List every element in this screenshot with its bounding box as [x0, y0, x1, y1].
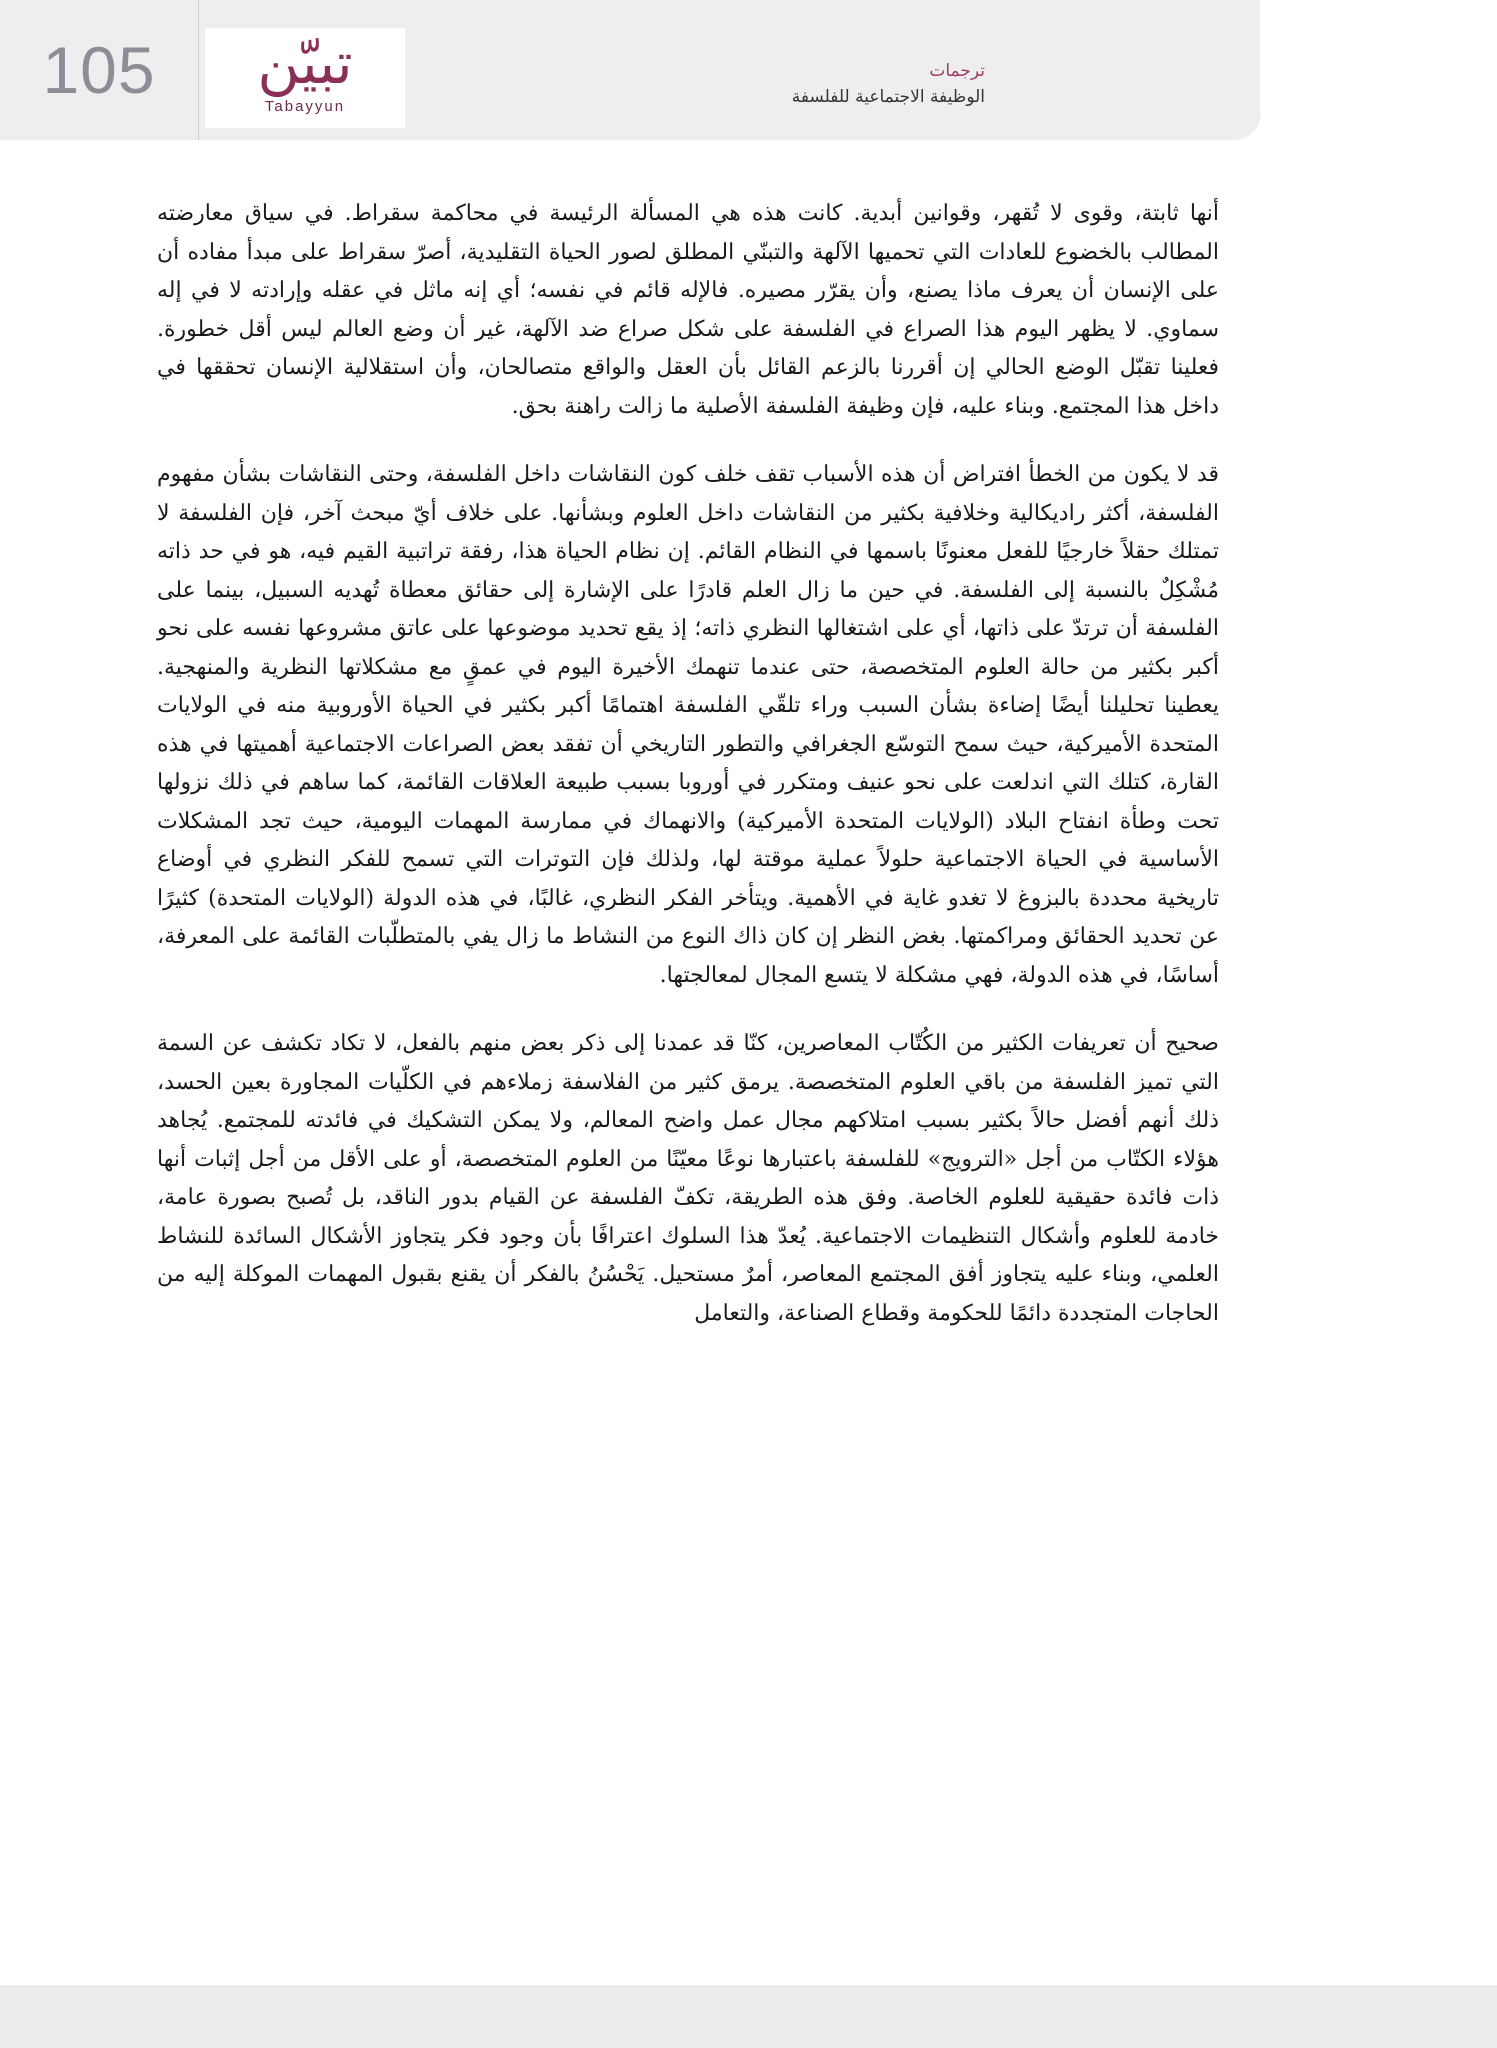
logo-latin-text: Tabayyun — [264, 98, 346, 115]
article-title: الوظيفة الاجتماعية للفلسفة — [791, 87, 985, 107]
header-margin — [1260, 0, 1497, 140]
logo-arabic-text: تبيّن — [257, 29, 353, 97]
running-header — [792, 58, 985, 110]
page-header — [0, 0, 1261, 140]
paragraph-2: قد لا يكون من الخطأ افتراض أن هذه الأسباب تقف خلف كون النقاشات داخل الفلسفة، وحتى النقاشات بشأن مفهوم الفلسفة، أكثر راديكالية وخلافية بكثير من النقاشات داخل العلوم وبشأنها. على خلاف أيّ مبحث آخر، فإن الفلسفة لا تمتلك حقلاً خارجيًا للفعل معنونًا باسمها في النظام القائم. إن نظام الحياة هذا، رفقة تراتبية القيم فيه، هو في حد ذاته مُشْكِلٌ بالنسبة إلى الفلسفة. في حين ما زال العلم قادرًا على الإشارة إلى حقائق معطاة تُهديه السبيل، بينما على الفلسفة أن ترتدّ على ذاتها، أي على اشتغالها النظري ذاته؛ إذ يقع تحديد موضوعها على عاتق مشروعها نفسه على نحو أكبر بكثير من حالة العلوم المتخصصة، حتى عندما تنهمك الأخيرة اليوم في عمقٍ مع مشكلاتها النظرية والمنهجية. يعطينا تحليلنا أيضًا إضاءة بشأن السبب وراء تلقّي الفلسفة اهتمامًا أكبر بكثير في الحياة الأوروبية منه في الولايات المتحدة الأميركية، حيث سمح التوسّع الجغرافي والتطور التاريخي أن تفقد بعض الصراعات الاجتماعية أهميتها في هذه القارة، كتلك التي اندلعت على نحو عنيف ومتكرر في أوروبا بسبب طبيعة العلاقات القائمة، كما ساهم في ذلك نزولها تحت وطأة انفتاح البلاد (الولايات المتحدة الأميركية) والانهماك في ممارسة المهمات اليومية، حيث تجد المشكلات الأساسية في الحياة الاجتماعية حلولاً عملية موقتة لها، ولذلك فإن التوترات التي تسمح للفكر النظري في أوضاع تاريخية محددة بالبزوغ لا تغدو غاية في الأهمية. ويتأخر الفكر النظري، غالبًا، في هذه الدولة (الولايات المتحدة) كثيرًا عن تحديد الحقائق ومراكمتها. بغض النظر إن كان ذاك النوع من النشاط ما زال يفي بالمتطلّبات القائمة على المعرفة، أساسًا، في هذه الدولة، فهي مشكلة لا يتسع المجال لمعالجتها. — [157, 462, 1219, 988]
paragraph-3: صحيح أن تعريفات الكثير من الكُتّاب المعاصرين، كنّا قد عمدنا إلى ذكر بعض منهم بالفعل، لا تكاد تكشف عن السمة التي تميز الفلسفة من باقي العلوم المتخصصة. يرمق كثير من الفلاسفة زملاءهم في الكلّيات المجاورة بعين الحسد، ذلك أنهم أفضل حالاً بكثير بسبب امتلاكهم مجال عمل واضح المعالم، ولا يمكن التشكيك في فائدته للمجتمع. يُجاهد هؤلاء الكتّاب من أجل «الترويج» للفلسفة باعتبارها نوعًا معيّنًا من العلوم المتخصصة، أو على الأقل من أجل إثبات أنها ذات فائدة حقيقية للعلوم الخاصة. وفق هذه الطريقة، تكفّ الفلسفة عن القيام بدور الناقد، بل تُصبح بصورة عامة، خادمة للعلوم وأشكال التنظيمات الاجتماعية. يُعدّ هذا السلوك اعترافًا بأن وجود فكر يتجاوز الأشكال السائدة للنشاط العلمي، وبناء عليه يتجاوز أفق المجتمع المعاصر، أمرٌ مستحيل. يَحْسُنُ بالفكر أن يقنع بقبول المهمات الموكلة إليه من الحاجات المتجددة دائمًا للحكومة وقطاع الصناعة، والتعامل — [157, 1031, 1219, 1326]
page-footer — [0, 1985, 1497, 2048]
paragraph-1: أنها ثابتة، وقوى لا تُقهر، وقوانين أبدية. كانت هذه هي المسألة الرئيسة في محاكمة سقراط. في سياق معارضته المطالب بالخضوع للعادات التي تحميها الآلهة والتبنّي المطلق لصور الحياة التقليدية، أصرّ سقراط على مبدأ مفاده أن على الإنسان أن يعرف ماذا يصنع، وأن يقرّر مصيره. فالإله قائم في نفسه؛ أي إنه ماثل في عقله وإرادته لا في إله سماوي. لا يظهر اليوم هذا الصراع في الفلسفة على شكل صراع ضد الآلهة، غير أن وضع العالم ليس أقل خطورة. فعلينا تقبّل الوضع الحالي إن أقررنا بالزعم القائل بأن العقل والواقع متصالحان، وأن استقلالية الإنسان تحققها في داخل هذا المجتمع. وبناء عليه، فإن وظيفة الفلسفة الأصلية ما زالت راهنة بحق. — [157, 201, 1219, 419]
page-number-box — [0, 0, 199, 140]
journal-logo — [205, 28, 405, 128]
section-title: ترجمات — [929, 61, 985, 81]
page-number: 105 — [42, 33, 156, 107]
article-body — [157, 195, 1219, 1363]
